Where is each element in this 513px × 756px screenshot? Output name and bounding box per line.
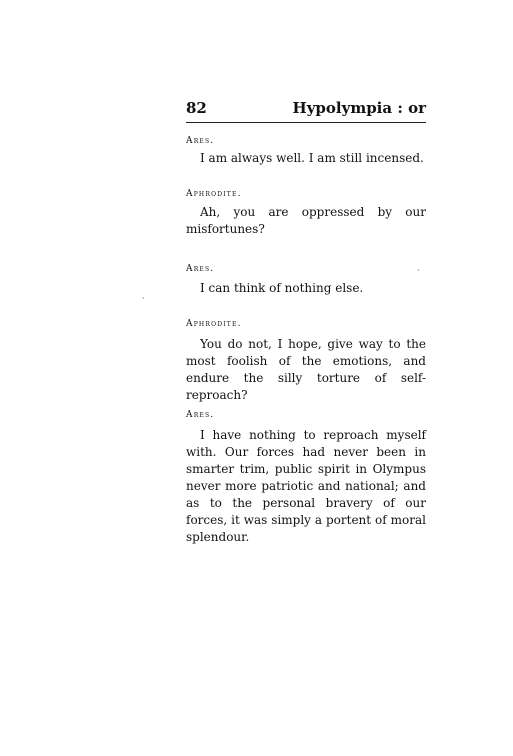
speaker-name: Ares.: [186, 410, 215, 420]
speaker-name: Ares.: [186, 264, 215, 274]
speech-paragraph: I can think of nothing else.: [200, 281, 364, 295]
speech-paragraph: I am always well. I am still incensed.: [200, 151, 424, 165]
speech-text: [186, 204, 426, 238]
speaker-name: Aphrodite.: [186, 319, 242, 329]
stray-mark: ·: [142, 294, 145, 303]
speaker-name: Aphrodite.: [186, 189, 242, 199]
speech-text: [186, 427, 426, 546]
speech-text: [186, 150, 426, 167]
speech-text: [186, 336, 426, 404]
speech-paragraph: I have nothing to reproach myself with. Our forces had never been in smarter trim, public spirit in Olympus never more patriotic and national; and as to the personal bravery of our forces, it was simply a portent of moral splendour.: [186, 428, 426, 544]
speech-paragraph: You do not, I hope, give way to the most foolish of the emotions, and endure the silly torture of self-reproach?: [186, 337, 426, 402]
speech-text: [186, 280, 426, 297]
speaker-name: Ares.: [186, 136, 215, 146]
speech-paragraph: Ah, you are oppressed by our misfortunes?: [186, 205, 426, 236]
stray-mark: ·: [417, 266, 420, 275]
header-rule: [186, 122, 426, 123]
running-title: Hypolympia : or: [292, 99, 426, 117]
page-header: [186, 99, 426, 119]
page-number: 82: [186, 99, 207, 117]
